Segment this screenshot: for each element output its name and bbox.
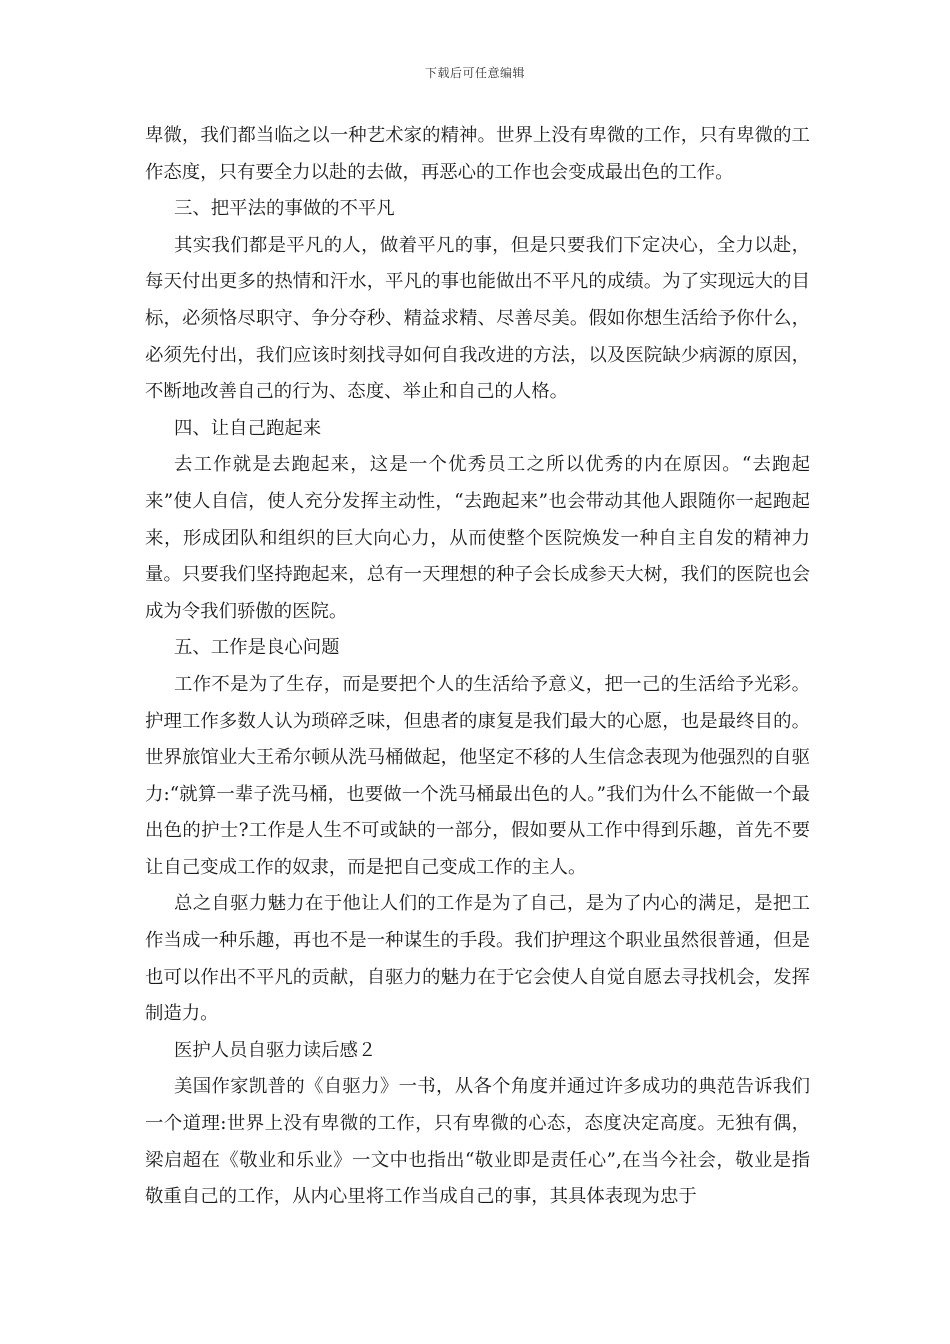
paragraph-section-4: 去工作就是去跑起来，这是一个优秀员工之所以优秀的内在原因。“去跑起来”使人自信，使人充分发挥主动性，“去跑起来”也会带动其他人跟随你一起跑起来，形成团队和组织的巨大向心力，从而使整个医院焕发一种自主自发的精神力量。只要我们坚持跑起来，总有一天理想的种子会长成参天大树，我们的医院也会成为令我们骄傲的医院。 [145, 454, 810, 622]
paragraph-section-5: 工作不是为了生存，而是要把个人的生活给予意义，把一己的生活给予光彩。护理工作多数人认为琐碎乏味，但患者的康复是我们最大的心愿，也是最终目的。世界旅馆业大王希尔顿从洗马桶做起，他坚定不移的人生信念表现为他强烈的自驱力:“就算一辈子洗马桶，也要做一个洗马桶最出色的人。”我们为什么不能做一个最出色的护士?工作是人生不可或缺的一部分，假如要从工作中得到乐趣，首先不要让自己变成工作的奴隶，而是把自己变成工作的主人。 [145, 673, 810, 878]
paragraph-continuation: 卑微，我们都当临之以一种艺术家的精神。世界上没有卑微的工作，只有卑微的工作态度，只有要全力以赴的去做，再恶心的工作也会变成最出色的工作。 [145, 125, 810, 183]
paragraph-article-2: 美国作家凯普的《自驱力》一书，从各个角度并通过许多成功的典范告诉我们一个道理:世界上没有卑微的工作，只有卑微的心态，态度决定高度。无独有偶，梁启超在《敬业和乐业》一文中也指出“敬业即是责任心”,在当今社会，敬业是指敬重自己的工作，从内心里将工作当成自己的事，其具体表现为忠于 [145, 1076, 810, 1208]
article-title-2: 医护人员自驱力读后感２ [174, 1039, 377, 1061]
paragraph-summary: 总之自驱力魅力在于他让人们的工作是为了自己，是为了内心的满足，是把工作当成一种乐趣，再也不是一种谋生的手段。我们护理这个职业虽然很普通，但是也可以作出不平凡的贡献，自驱力的魅力在于它会使人自觉自愿去寻找机会，发挥制造力。 [145, 893, 810, 1025]
section-heading-5: 五、工作是良心问题 [174, 637, 340, 659]
document-body [145, 118, 810, 1216]
section-heading-3: 三、把平法的事做的不平凡 [174, 198, 395, 220]
paragraph-section-3: 其实我们都是平凡的人，做着平凡的事，但是只要我们下定决心，全力以赴，每天付出更多的热情和汗水，平凡的事也能做出不平凡的成绩。为了实现远大的目标，必须恪尽职守、争分夺秒、精益求精、尽善尽美。假如你想生活给予你什么，必须先付出，我们应该时刻找寻如何自我改进的方法，以及医院缺少病源的原因，不断地改善自己的行为、态度、举止和自己的人格。 [145, 234, 810, 403]
section-heading-4: 四、让自己跑起来 [174, 417, 322, 439]
page-header: 下载后可任意编辑 [424, 66, 525, 80]
